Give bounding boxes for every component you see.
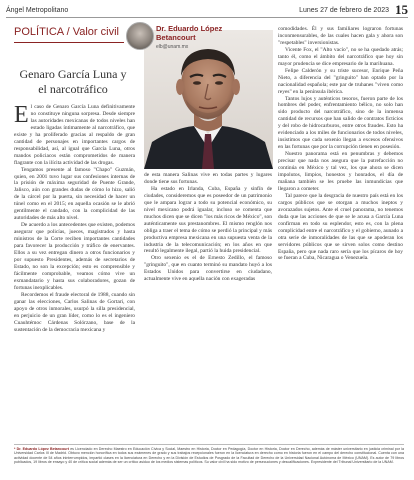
bio-text: es Licenciado en Derecho Maestro en Educación Cívica y Social, Maestro en Historia, Doctor en Pedagogía, Doctor en Historia, Doctor en Derecho, además de máster universitario en justicia criminal por la Universidad Carlos III de Madrid. Obtuvo mención honorífica en todos sus exámenes de grado y sus trabajos recepcionales fueron en la licenciatura en derecho como en historia fueron en el campo del derecho constitucional. Cuenta con una actividad docente de 54 años ininterrumpidos, impartió clases en la licenciatura en Derecho y en la División de Estudios de Posgrado de la Facultad de Derecho de la Universidad Nacional Autónoma de México (UNAM). Es autor de 79 libros publicados, 19 libros de ensayo y 40 de crítica social además de ser un crítico asiduo de los medios sistemas políticos. Su valor civil ha sido motivo de persecuciones y descalificaciones. Expresidente del Tribunal Universitario de la UNAM. [14, 447, 404, 464]
paragraph: Nuestro panorama está en penumbras y debemos precisar que nada nos asegura que la putrefacción no continúa en México y tal vez, los que ahora se dicen impolutos, limpios, honestos y honrados, el día de mañana también se les pruebe las inmundicias que llegaron a cometer. [278, 151, 403, 192]
paragraph: Tantos lujos y auténticos tesoros, fueron parte de los hombres del poder, enfrentamiento bélico, no solo han sido producto del narcotráfico, sino de la inmensa cantidad de recursos que han salido de contratos ficticios y del robo de hidrocarburos, entre otros fraudes. Esto ha evidenciado a los miles de funcionarios de todos niveles, insistimos que cada sexenio llegan a excesos ofensivos en las fortunas que por la corrupción tienen en posesión. [278, 95, 403, 151]
header-right [299, 2, 408, 18]
author-bio [14, 447, 404, 464]
issue-date: Lunes 27 de febrero de 2023 [299, 6, 389, 14]
article-title: Genaro García Luna y el narcotráfico [19, 67, 127, 96]
paragraph: Tal parece que la desgracia de nuestro país está en los cargos públicos que se otorgan a muchos ineptos y avorazados sujetos. Ante el cruel panorama, no tenemos duda que las acciones de que se le acusa a García Luna confirman en todo su esplendor, esto es, con la plena complicidad entre el narcotráfico y el gobierno, aunado a otra serie de inmoralidades de las que se apoderan los servidores públicos que se sirven solos como destino España, pero que nada raro sería que los pícaros de hoy se fueran a Cuba, Nicaragua o Venezuela. [278, 192, 403, 262]
article-column-1 [14, 104, 135, 333]
paragraph: Tengamos presente al famoso "Chapo" Guzmán, quien, en 2001 tuvo lugar sus confesiones internas de la prisión de máxima seguridad de Puente Grande, Jalisco, aún con grandes dudas de cómo lo hizo, salió de la cárcel por la puerta, sin necesidad de hacer un túnel como en el 2015; en aquella ocasión se le abrió gentilmente el candado, con la complicidad de las autoridades de más alto nivel. [14, 166, 135, 222]
section-separator: / [66, 26, 70, 38]
article-photo [144, 30, 273, 169]
paragraph: comodidades. Él y sus familiares lograron fortunas inconmensurables, de las cuales hacen gala y ahora son "respetables" inversionistas. [278, 26, 403, 46]
paragraph: De acuerdo a los antecedentes que existen, podemos asegurar que policías, jueces, magistrados y hasta ministros de la Corte reciben importantes cantidades para favorecer la producción y tráfico de enervantes. Ellos a su vez entregan dinero a otros funcionarios y por supuesto Presidentes, además de secretarios de Estado, no son la excepción; esto es comprensible y fácilmente comprobable, veamos cómo vive un exmandatario y hasta sus colaboradores, gozan de fortunas inexplicables. [14, 222, 135, 291]
paragraph: Recordemos el fraude electoral de 1988, cuando sin ganar las elecciones, Carlos Salinas de Gortari, con apoyo de otros inmorales, usurpó la silla presidencial, en perjuicio de un gran líder, como lo es el ingeniero Cuauhtémoc Cárdenas Solórzano, base de la sustentación de la democracia mexicana y [14, 291, 135, 333]
page-header [6, 4, 408, 16]
section-name: POLÍTICA [14, 26, 64, 38]
header-rule [6, 17, 408, 18]
author-name: Dr. Eduardo López Betancourt [156, 24, 223, 42]
section-label [14, 26, 119, 38]
portrait-image [144, 30, 273, 169]
drop-cap: E [14, 102, 29, 128]
author-avatar [126, 22, 154, 50]
column-name: Valor civil [72, 26, 119, 38]
bio-label: * Dr. Eduardo López Betancourt [14, 447, 69, 451]
paragraph: Felipe Calderón y su triste sucesor, Enrique Peña Nieto, a diferencia del "gringuito" han optado por la nacionalidad española; este par de truhanes "viven como reyes" en la península ibérica. [278, 67, 403, 95]
paragraph: de esta manera Salinas vive en todas partes y lugares donde tiene sus fortunas. [144, 172, 272, 185]
footer-rule [14, 444, 404, 445]
article-column-3 [278, 26, 403, 262]
paragraph: Otro sexenio es el de Ernesto Zedillo, el famoso "gringuito", que en cuanto terminó su mandato huyó a los Estados Unidos para convertirse en ciudadano, actualmente vive en aquella nación con exageradas [144, 255, 272, 283]
paragraph: Vicente Fox, el "Alto vacío", no se ha quedado atrás; tanto él, como el ámbito del narcotráfico que hoy sin mayor prudencia se dice empresario de la marihuana. [278, 46, 403, 67]
page-number: 15 [395, 2, 408, 17]
section-rule [14, 42, 124, 43]
article-column-2 [144, 172, 272, 283]
author-email: elb@unam.mx [156, 44, 189, 50]
publication-name: Ángel Metropolitano [6, 6, 69, 14]
paragraph: Ha estado en Irlanda, Cuba, España y sinfín de ciudades, consideremos que es poseedor de un patrimonio que le ampara lograr a todo su potencial económico, su nivel mexicano podrá igualar, incluso se comenta que muchos dicen que se dicen "los más ricos de México", son auténticamente sus prestanombres. El mismo renglón nos obliga a traer el tema de cómo se perdió la principal y más productiva empresa mexicana en una supuesta venta de la industria de la telecomunicación; en los años en que resultó legalmente ilegal, partió la huida presidencial. [144, 185, 272, 255]
paragraph: El caso de Genaro García Luna definitivamente no constituye ninguna sorpresa. Desde siempre las autoridades mexicanas de todos niveles han estado ligadas íntimamente al narcotráfico, que existe y ha proliferado gracias al respaldo de gran cantidad de personajes en importantes cargos de responsabilidad, así, al igual que García Luna, otros mandos policiacos están comprometidos de manera flagrante con la ilícita actividad de las drogas. [14, 102, 135, 166]
